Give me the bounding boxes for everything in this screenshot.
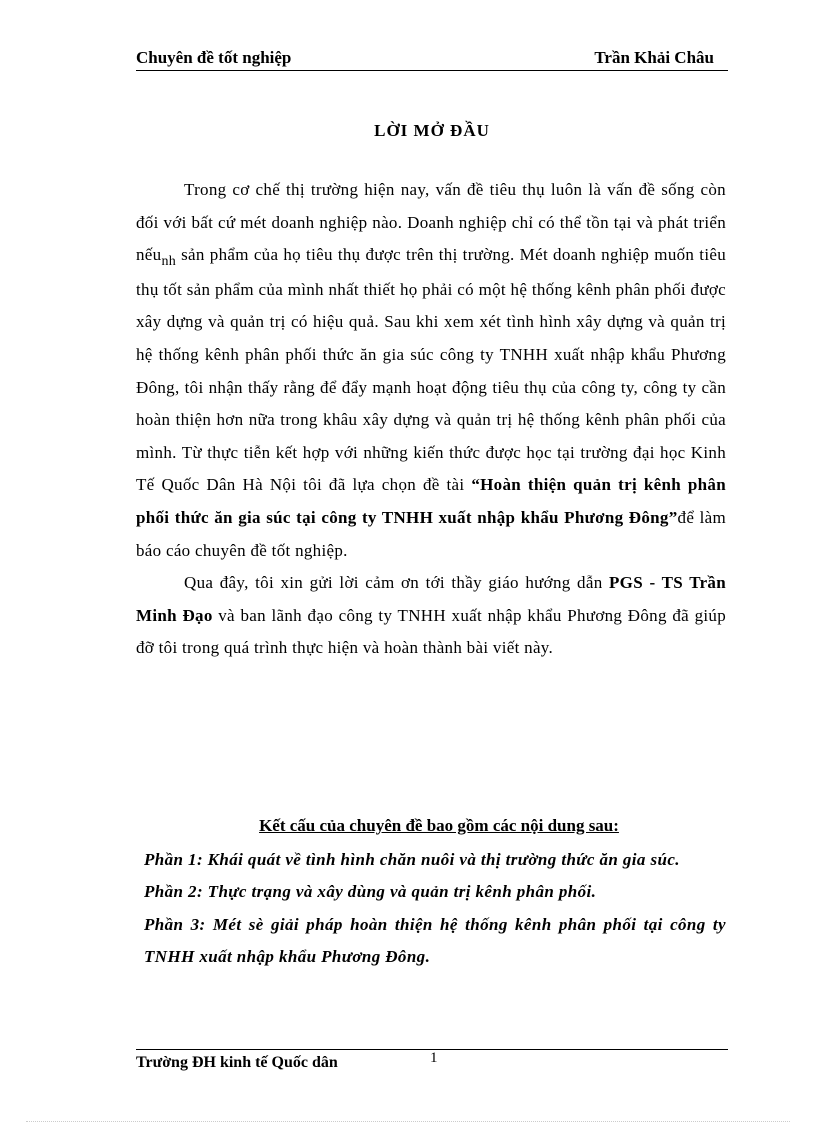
intro-paragraph-2 [136, 567, 726, 665]
intro-p1-text-b: sản phẩm của họ tiêu thụ được trên thị trường. Mét doanh nghiệp muốn tiêu thụ tốt sản phẩm của mình nhất thiết họ phải có một hệ thống kênh phân phối được xây dựng và quản trị có hiệu quả. Sau khi xem xét tình hình xây dựng và quản trị hệ thống kênh phân phối thức ăn gia súc công ty TNHH xuất nhập khẩu Phương Đông, tôi nhận thấy rằng để đẩy mạnh hoạt động tiêu thụ của công ty, công ty cần hoàn thiện hơn nữa trong khâu xây dựng và quản trị hệ thống kênh phân phối của mình. Từ thực tiễn kết hợp với những kiến thức được học tại trường đại học Kinh Tế Quốc Dân Hà Nội tôi đã lựa chọn đề tài [136, 245, 726, 495]
page-title: LỜI MỞ ĐẦU [374, 121, 490, 140]
footer-school: Trường ĐH kinh tế Quốc dân [136, 1054, 338, 1071]
intro-p1-subscript: nh [161, 254, 177, 270]
thesis-topic: “Hoàn thiện quản trị kênh phân phối thức ăn gia súc tại công ty TNHH xuất nhập khẩu Phương Đông” [136, 475, 726, 527]
intro-p2-text-a: Qua đây, tôi xin gửi lời cảm ơn tới thầy giáo hướng dẫn [184, 573, 609, 593]
header-document-type: Chuyên đề tốt nghiệp [136, 48, 292, 67]
intro-p1-text-a: Trong cơ chế thị trường hiện nay, vấn đề tiêu thụ luôn là vấn đề sống còn đối với bất cứ mét doanh nghiệp nào. Doanh nghiệp chỉ có thể tồn tại và phát triển nếu [136, 180, 726, 265]
structure-part-3: Phần 3: Mét sè giải pháp hoàn thiện hệ thống kênh phân phối tại công ty TNHH xuất nhập khẩu Phương Đông. [144, 914, 726, 967]
structure-title: Kết cấu của chuyên đề bao gồm các nội dung sau: [259, 816, 619, 835]
structure-part-2: Phần 2: Thực trạng và xây dùng và quản trị kênh phân phối. [144, 882, 597, 902]
intro-p1-text-c: để làm báo cáo chuyên đề tốt nghiệp. [136, 507, 726, 560]
advisor-name: PGS - TS Trần Minh Đạo [136, 573, 726, 625]
header-author: Trần Khải Châu [594, 48, 714, 67]
structure-parts-list [144, 844, 726, 974]
structure-part-1: Phần 1: Khái quát về tình hình chăn nuôi và thị trường thức ăn gia súc. [144, 850, 680, 869]
intro-paragraph-1 [136, 174, 726, 567]
page-number: 1 [430, 1050, 438, 1066]
page-header [136, 48, 728, 71]
page-boundary-line [26, 1121, 790, 1122]
intro-text [136, 174, 726, 665]
intro-p2-text-b: và ban lãnh đạo công ty TNHH xuất nhập khẩu Phương Đông đã giúp đỡ tôi trong quá trình thực hiện và hoàn thành bài viết này. [136, 605, 727, 658]
